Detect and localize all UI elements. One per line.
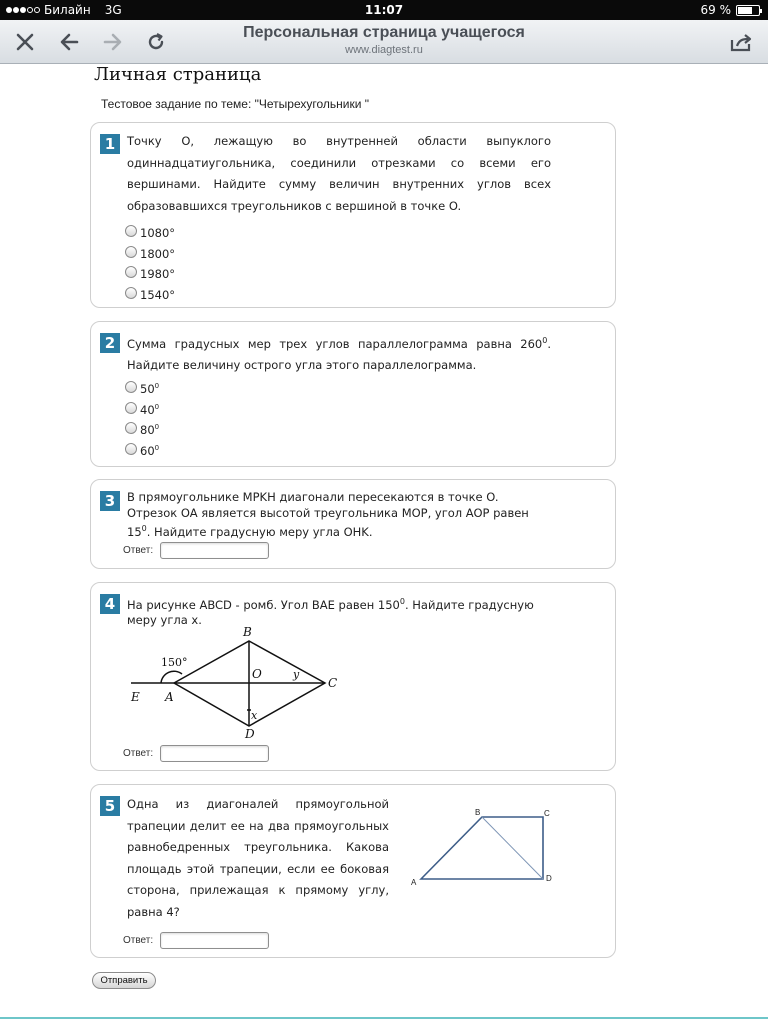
question-text: Точку O, лежащую во внутренней области выпуклого одиннадцатиугольника, соединили отрезками со всеми его вершинами. Найдите сумму величин внутренних углов всех образовавшихся треугольников с вершиной в точке O. bbox=[127, 134, 551, 213]
option-label: 1980° bbox=[140, 267, 176, 282]
page-title: Персональная страница учащегося bbox=[243, 24, 525, 41]
label-b: B bbox=[243, 625, 252, 639]
option-row[interactable] bbox=[125, 441, 159, 462]
personal-page-heading: Личная страница bbox=[94, 64, 262, 85]
label-d: D bbox=[546, 874, 552, 883]
answer-row bbox=[123, 745, 269, 762]
radio-button[interactable] bbox=[125, 422, 137, 434]
option-label: $80^0$ bbox=[140, 423, 160, 438]
question-number: 3 bbox=[100, 491, 120, 511]
radio-button[interactable] bbox=[125, 381, 137, 393]
network-type: 3G bbox=[104, 3, 122, 17]
label-x: x bbox=[251, 709, 258, 722]
label-c: C bbox=[328, 676, 338, 690]
answer-options bbox=[125, 379, 159, 461]
rhombus-figure bbox=[129, 621, 359, 743]
option-label: $50^0$ bbox=[140, 382, 160, 397]
clock: 11:07 bbox=[364, 3, 404, 17]
question-text: Сумма градусных мер трех углов параллелограмма равна $260^0$. Найдите величину острого угла этого параллелограмма. bbox=[127, 336, 551, 373]
answer-options bbox=[125, 223, 175, 305]
option-row[interactable] bbox=[125, 400, 159, 421]
question-card-4 bbox=[90, 582, 616, 771]
page-footer-divider bbox=[0, 1017, 768, 1019]
option-label: 1080° bbox=[140, 226, 176, 241]
option-row[interactable] bbox=[125, 420, 159, 441]
label-c: C bbox=[544, 809, 550, 818]
carrier-name: Билайн bbox=[44, 3, 91, 17]
radio-button[interactable] bbox=[125, 287, 137, 299]
radio-button[interactable] bbox=[125, 246, 137, 258]
answer-input[interactable] bbox=[160, 932, 269, 949]
label-y: y bbox=[293, 668, 300, 681]
question-text: Одна из диагоналей прямоугольной трапеции делит ее на два прямоугольных равнобедренных треугольника. Какова площадь этой трапеции, если ее боковая сторона, прилежащая к прямому углу, равна 4? bbox=[127, 797, 389, 919]
option-row[interactable] bbox=[125, 285, 175, 306]
option-label: 1540° bbox=[140, 287, 176, 302]
answer-row bbox=[123, 542, 269, 559]
status-bar bbox=[0, 0, 768, 20]
option-row[interactable] bbox=[125, 379, 159, 400]
test-topic: Тестовое задание по теме: "Четырехугольники " bbox=[101, 97, 370, 111]
share-icon[interactable] bbox=[726, 28, 756, 56]
option-label: $60^0$ bbox=[140, 443, 160, 458]
radio-button[interactable] bbox=[125, 225, 137, 237]
answer-label: Ответ: bbox=[123, 545, 154, 556]
label-d: D bbox=[245, 727, 255, 741]
forward-icon[interactable] bbox=[98, 28, 128, 56]
status-right bbox=[701, 3, 761, 17]
label-b: B bbox=[475, 808, 481, 817]
browser-toolbar bbox=[0, 20, 768, 64]
back-icon[interactable] bbox=[54, 28, 84, 56]
question-text: В прямоугольнике MPKH диагонали пересекаются в точке O. Отрезок OA является высотой треугольника MOP, угол AOP равен $15^0$. Найдите градусную меру угла OHK. bbox=[127, 490, 529, 539]
radio-button[interactable] bbox=[125, 266, 137, 278]
close-icon[interactable] bbox=[10, 28, 40, 56]
label-a: A bbox=[411, 878, 417, 887]
radio-button[interactable] bbox=[125, 402, 137, 414]
radio-button[interactable] bbox=[125, 443, 137, 455]
angle-label: 150° bbox=[161, 656, 188, 669]
option-row[interactable] bbox=[125, 264, 175, 285]
label-o: O bbox=[252, 667, 262, 681]
question-card-5 bbox=[90, 784, 616, 958]
question-card-2 bbox=[90, 321, 616, 467]
answer-label: Ответ: bbox=[123, 748, 154, 759]
option-row[interactable] bbox=[125, 223, 175, 244]
trapezoid-figure bbox=[409, 807, 555, 887]
question-number: 1 bbox=[100, 134, 120, 154]
question-card-1 bbox=[90, 122, 616, 308]
option-row[interactable] bbox=[125, 244, 175, 265]
question-card-3 bbox=[90, 479, 616, 569]
url-display[interactable]: www.diagtest.ru bbox=[345, 44, 423, 56]
option-label: $40^0$ bbox=[140, 402, 160, 417]
question-number: 2 bbox=[100, 333, 120, 353]
battery-percent: 69 % bbox=[700, 3, 731, 17]
label-a: A bbox=[165, 690, 174, 704]
answer-input[interactable] bbox=[160, 542, 269, 559]
battery-icon bbox=[736, 5, 760, 16]
answer-row bbox=[123, 932, 269, 949]
question-number: 4 bbox=[100, 594, 120, 614]
label-e: E bbox=[131, 690, 140, 704]
answer-input[interactable] bbox=[160, 745, 269, 762]
question-text: На рисунке ABCD - ромб. Угол BAE равен $150^0$. Найдите градусную меру угла x. bbox=[127, 597, 534, 628]
answer-label: Ответ: bbox=[123, 935, 154, 946]
option-label: 1800° bbox=[140, 246, 176, 261]
submit-button[interactable]: Отправить bbox=[92, 972, 156, 989]
question-number: 5 bbox=[100, 796, 120, 816]
